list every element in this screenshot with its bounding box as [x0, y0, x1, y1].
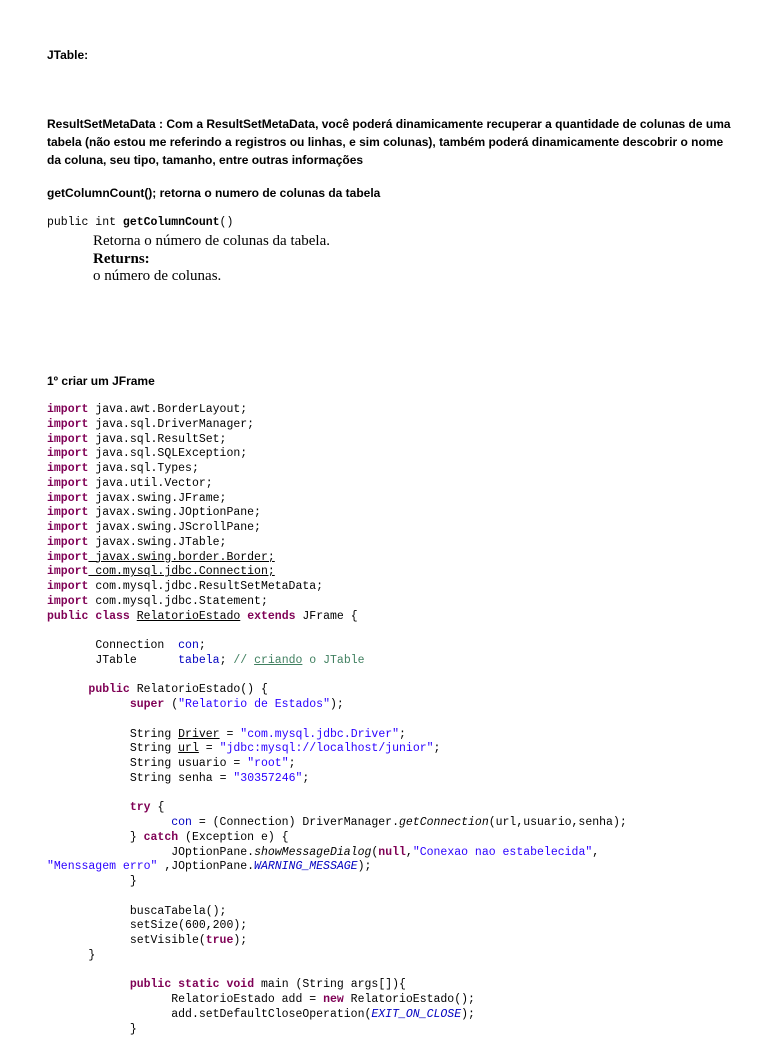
- class-name: RelatorioEstado: [136, 609, 241, 623]
- code-token: url: [178, 742, 199, 756]
- code-token: "root": [247, 757, 289, 770]
- returns-text: o número de colunas.: [93, 268, 222, 284]
- code-token: con: [171, 816, 192, 829]
- import-statement: java.sql.DriverManager;: [88, 417, 255, 431]
- import-statement: javax.swing.JTable;: [88, 535, 227, 549]
- getcolumncount-heading: getColumnCount(); retorna o numero de colunas da tabela: [47, 186, 381, 200]
- code-token: WARNING_MESSAGE: [254, 860, 358, 874]
- import-keyword: import: [47, 417, 89, 431]
- code-token: null: [378, 845, 406, 859]
- code-token: JTable: [95, 653, 179, 667]
- code-token: RelatorioEstado();: [343, 993, 475, 1006]
- import-keyword: import: [47, 521, 89, 534]
- import-keyword: import: [47, 403, 89, 416]
- code-token: tabela: [178, 653, 220, 667]
- code-token: JOptionPane.: [171, 845, 255, 859]
- code-token: o JTable: [302, 653, 365, 667]
- code-comment: [233, 654, 364, 667]
- code-token: public: [47, 609, 89, 623]
- code-token: class: [95, 609, 130, 623]
- code-token: setSize(600,200);: [129, 919, 248, 933]
- import-statement: com.mysql.jdbc.Statement;: [88, 594, 268, 608]
- import-keyword: import: [47, 491, 89, 505]
- signature-suffix: (): [219, 216, 234, 229]
- code-token: Driver: [178, 727, 220, 741]
- jtable-heading: JTable:: [47, 48, 89, 62]
- code-token: "Menssagem erro": [47, 860, 158, 874]
- import-keyword: import: [47, 580, 89, 593]
- code-token: RelatorioEstado() {: [129, 683, 268, 697]
- code-token: String: [129, 757, 172, 770]
- code-token: Connection: [95, 639, 179, 652]
- code-token: //: [233, 653, 255, 667]
- code-token: static: [178, 978, 220, 992]
- code-token: "jdbc:mysql://localhost/junior": [219, 742, 434, 756]
- code-token: (Exception e) {: [178, 830, 289, 844]
- code-token: EXIT_ON_CLOSE: [371, 1007, 462, 1021]
- import-statement: com.mysql.jdbc.Connection;: [88, 565, 275, 579]
- code-token: "com.mysql.jdbc.Driver": [240, 727, 400, 741]
- code-token: add.setDefaultCloseOperation(: [171, 1007, 372, 1021]
- import-keyword: import: [47, 432, 89, 446]
- import-statement: java.awt.BorderLayout;: [88, 403, 248, 416]
- code-token: "Relatorio de Estados": [178, 698, 330, 711]
- code-token: super: [129, 698, 165, 711]
- import-statement: java.util.Vector;: [88, 476, 213, 490]
- code-token: extends: [247, 609, 296, 623]
- code-token: ,JOptionPane.: [157, 860, 255, 874]
- import-statement: java.sql.SQLException;: [88, 447, 248, 461]
- import-keyword: import: [47, 594, 89, 608]
- import-keyword: import: [47, 506, 89, 520]
- import-keyword: import: [47, 476, 89, 490]
- code-token: String: [129, 742, 172, 756]
- code-token: RelatorioEstado add =: [171, 993, 324, 1006]
- code-token: "30357246": [233, 771, 303, 785]
- import-statement: javax.swing.JFrame;: [88, 491, 227, 505]
- import-statement: javax.swing.border.Border;: [88, 550, 275, 564]
- import-statement: javax.swing.JScrollPane;: [88, 521, 261, 534]
- method-description: Retorna o número de colunas da tabela.: [93, 233, 330, 249]
- import-statement: com.mysql.jdbc.ResultSetMetaData;: [88, 580, 324, 593]
- code-token: [47, 403, 323, 608]
- import-statement: javax.swing.JOptionPane;: [88, 506, 261, 520]
- code-token: JFrame {: [295, 609, 358, 623]
- import-keyword: import: [47, 565, 89, 579]
- code-token: buscaTabela();: [129, 904, 227, 918]
- signature-prefix: public int: [47, 216, 123, 229]
- resultsetmetadata-paragraph: ResultSetMetaData : Com a ResultSetMetaData, você poderá dinamicamente recuperar a quantidade de colunas de uma tabela (não estou me referindo a registros ou linhas, e sim colunas), também poderá dinamicamente descobrir o nome da coluna, seu tipo, tamanho, entre outras informações: [47, 117, 731, 167]
- returns-label: Returns:: [93, 251, 150, 267]
- code-token: public: [129, 978, 172, 992]
- code-token: getConnection: [399, 816, 489, 829]
- code-token: true: [205, 934, 234, 947]
- code-token: String: [129, 727, 172, 741]
- import-keyword: import: [47, 535, 89, 549]
- java-code-block: import java.awt.BorderLayout; import java.sql.DriverManager; import java.sql.ResultSet; import java.sql.SQLException; import java.sql.Types; import java.util.Vector; import javax.swing.JFrame; import javax.swing.JOptionPane; import javax.swing.JScrollPane; import javax.swing.JTable; import javax.swing.border.Border; import com.mysql.jdbc.Connection; import com.mysql.jdbc.ResultSetMetaData; import com.mysql.jdbc.Statement; public class RelatorioEstado extends JFrame { Connection con; JTable tabela; // criando o JTable public RelatorioEstado() { super ("Relatorio de Estados"); String Driver = "com.mysql.jdbc.Driver"; String url = "jdbc:mysql://localhost/junior"; String usuario = "root"; String senha = "30357246"; try { con = (Connection) DriverManager.getConnection(url,usuario,senha); } catch (Exception e) { JOptionPane.showMessageDialog(null,"Conexao nao estabelecida", "Menssagem erro" ,JOptionPane.WARNING_MESSAGE); } buscaTabela(); setSize(600,200); setVisible(true); } public static void main (String args[]){ RelatorioEstado add = new RelatorioEstado(); add.setDefaultCloseOperation(EXIT_ON_CLOSE); }: [47, 403, 627, 1036]
- code-token: showMessageDialog: [254, 845, 372, 859]
- import-statement: java.sql.ResultSet;: [88, 432, 227, 446]
- import-keyword: import: [47, 447, 89, 461]
- code-token: catch: [143, 830, 179, 844]
- method-signature: [47, 216, 233, 231]
- import-keyword: import: [47, 550, 89, 564]
- code-token: new: [323, 993, 344, 1006]
- code-token: (url,usuario,senha);: [488, 816, 627, 829]
- code-token: criando: [254, 653, 303, 667]
- code-token: senha: [178, 771, 213, 785]
- code-token: main (String args[]){: [254, 978, 406, 992]
- code-token: void: [226, 978, 255, 992]
- step-heading: 1º criar um JFrame: [47, 374, 155, 388]
- code-token: usuario: [178, 757, 227, 770]
- code-token: public: [88, 683, 130, 697]
- code-token: "Conexao nao estabelecida": [412, 845, 593, 859]
- code-token: String: [129, 771, 172, 785]
- code-token: setVisible(: [129, 934, 206, 947]
- import-statement: java.sql.Types;: [88, 462, 199, 475]
- import-keyword: import: [47, 462, 89, 475]
- code-token: con: [178, 639, 199, 652]
- signature-method-name: getColumnCount: [122, 216, 220, 229]
- code-token: try: [129, 801, 151, 815]
- code-token: = (Connection) DriverManager.: [191, 816, 399, 829]
